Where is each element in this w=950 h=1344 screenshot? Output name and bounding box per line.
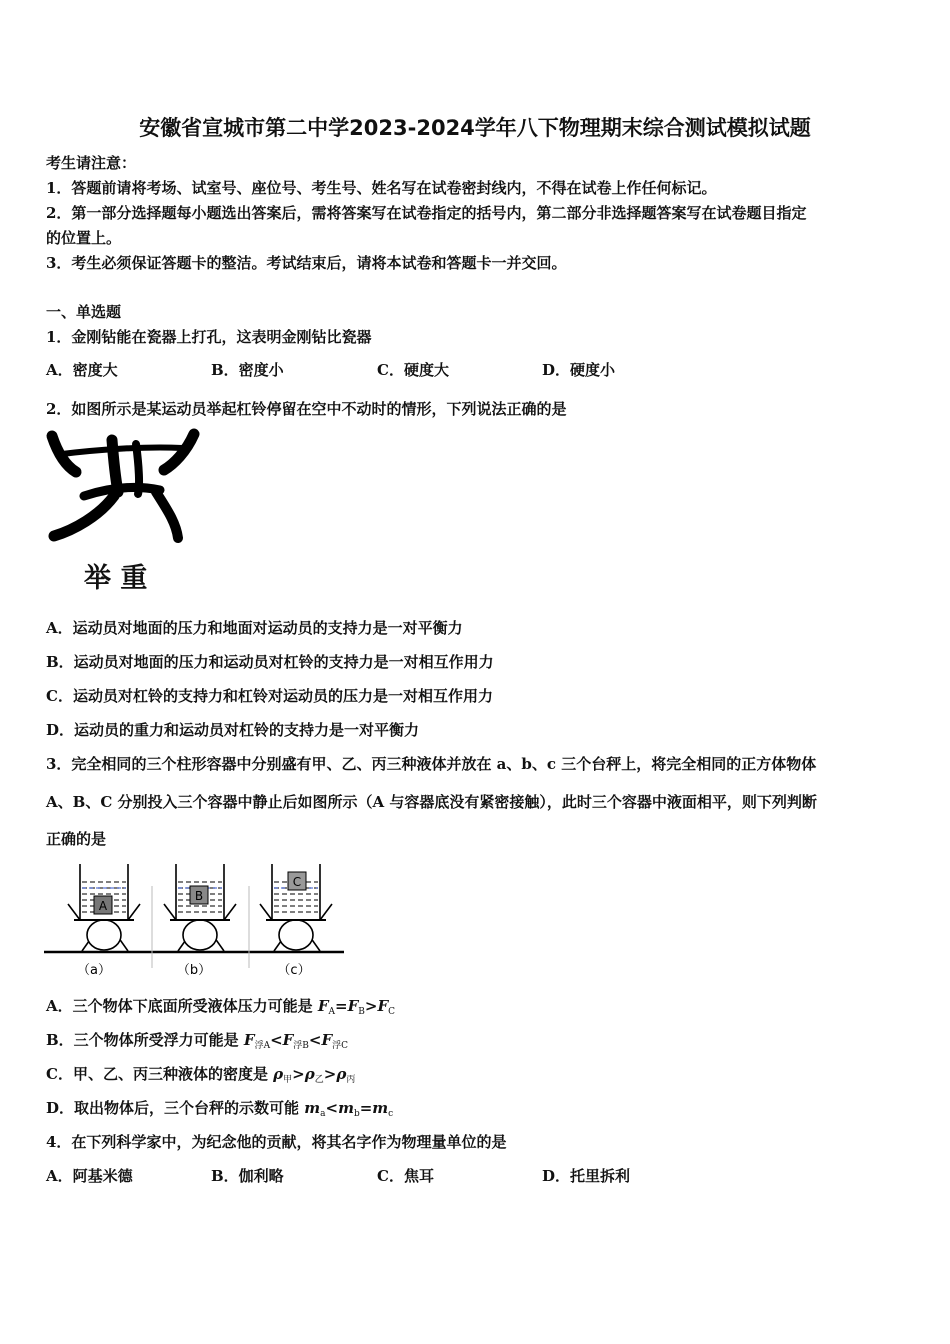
notice-line-3: 3．考生必须保证答题卡的整洁。考试结束后，请将本试卷和答题卡一并交回。 [46, 254, 567, 272]
scales-containers-figure [44, 856, 348, 980]
notice-heading: 考生请注意： [46, 154, 137, 172]
q2-option-d: D．运动员的重力和运动员对杠铃的支持力是一对平衡力 [46, 721, 420, 739]
block-c-label: C [292, 875, 302, 889]
q3-option-d: D．取出物体后，三个台秤的示数可能 $m_a<m_b=m_c$ [46, 1099, 394, 1119]
q4-option-b: B．伽利略 [211, 1167, 284, 1185]
q3-option-c: C．甲、乙、丙三种液体的密度是 $\rho_甲>\rho_乙>\rho_丙$ [46, 1065, 356, 1085]
q2-option-b: B．运动员对地面的压力和运动员对杠铃的支持力是一对相互作用力 [46, 653, 494, 671]
q3-option-a: A．三个物体下底面所受液体压力可能是 $F_A=F_B>F_C$ [46, 997, 396, 1017]
q1-option-b: B．密度小 [211, 361, 284, 379]
q4-option-a: A．阿基米德 [46, 1167, 133, 1185]
notice-line-2-cont: 的位置上。 [46, 229, 122, 247]
caption-a: （a） [77, 963, 111, 978]
q4-option-c: C．焦耳 [377, 1167, 434, 1185]
caption-c: （c） [277, 963, 311, 978]
caption-b: （b） [176, 963, 212, 978]
q4-stem: 4．在下列科学家中，为纪念他的贡献，将其名字作为物理量单位的是 [46, 1133, 507, 1151]
q3-stem-line-3: 正确的是 [46, 830, 107, 848]
section-heading: 一、单选题 [46, 303, 122, 321]
q3-option-b: B．三个物体所受浮力可能是 $F_{浮A}<F_{浮B}<F_{浮C}$ [46, 1031, 349, 1051]
q1-option-a: A．密度大 [46, 361, 118, 379]
q4-option-d: D．托里拆利 [542, 1167, 631, 1185]
notice-line-1: 1．答题前请将考场、试室号、座位号、考生号、姓名写在试卷密封线内，不得在试卷上作任何标记。 [46, 179, 717, 197]
q2-figure-caption: 举 重 [84, 563, 148, 594]
q2-option-a: A．运动员对地面的压力和地面对运动员的支持力是一对平衡力 [46, 619, 463, 637]
block-b-label: B [194, 889, 204, 903]
page-title: 安徽省宣城市第二中学2023-2024学年八下物理期末综合测试模拟试题 [139, 116, 811, 140]
q1-option-c: C．硬度大 [377, 361, 449, 379]
q2-stem: 2．如图所示是某运动员举起杠铃停留在空中不动时的情形，下列说法正确的是 [46, 400, 567, 418]
q3-stem-line-1: 3．完全相同的三个柱形容器中分别盛有甲、乙、丙三种液体并放在 a、b、c 三个台秤上，将完全相同的正方体物体 [46, 755, 817, 773]
q1-option-d: D．硬度小 [542, 361, 616, 379]
scale-b [164, 864, 236, 951]
block-a-label: A [98, 899, 108, 913]
notice-line-2: 2．第一部分选择题每小题选出答案后，需将答案写在试卷指定的括号内，第二部分非选择题答案写在试卷题目指定 [46, 204, 807, 222]
q1-stem: 1．金刚钻能在瓷器上打孔，这表明金刚钻比瓷器 [46, 328, 372, 346]
q3-stem-line-2: A、B、C 分别投入三个容器中静止后如图所示（A 与容器底没有紧密接触），此时三个容器中液面相平，则下列判断 [46, 793, 817, 811]
weightlifter-figure [44, 426, 200, 546]
q2-option-c: C．运动员对杠铃的支持力和杠铃对运动员的压力是一对相互作用力 [46, 687, 493, 705]
